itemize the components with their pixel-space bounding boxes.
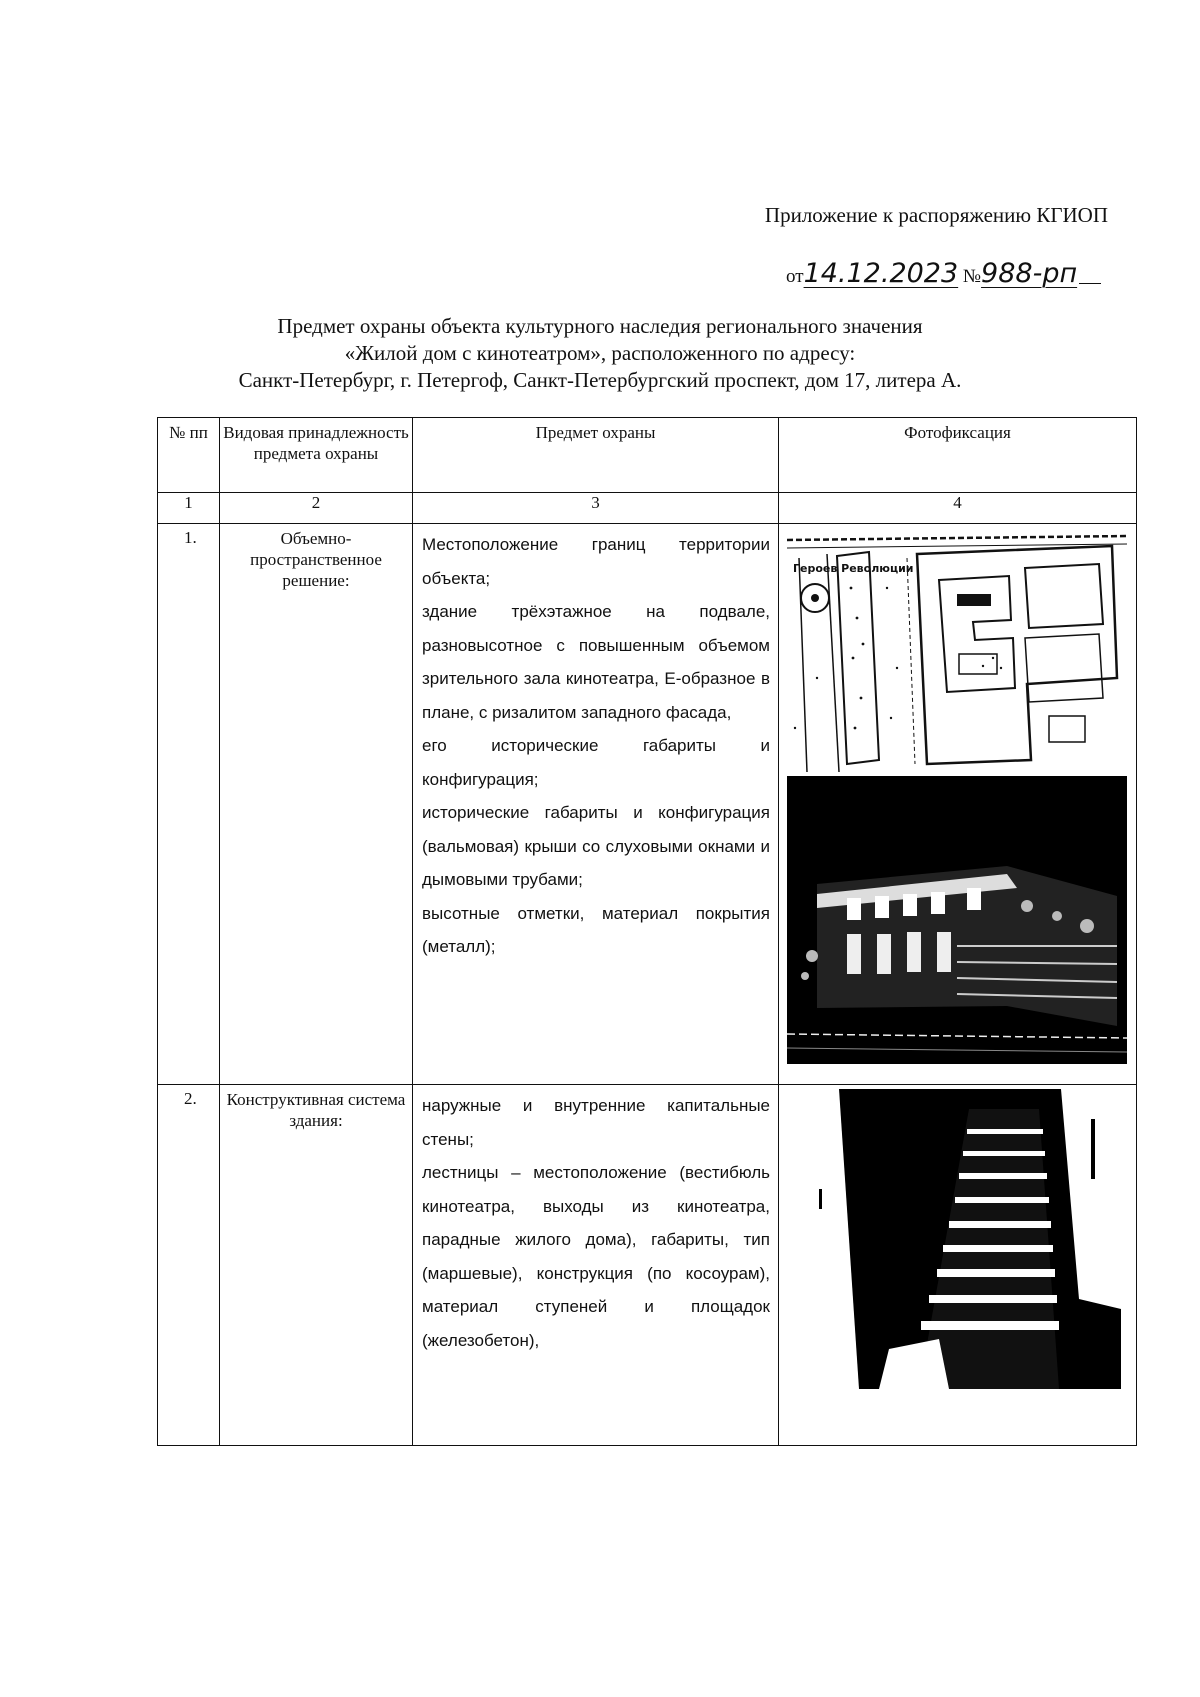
order-date: 14.12.2023 [803, 258, 959, 289]
subject-item: исторические габариты и конфигурация (вальмовая) крыши со слуховыми окнами и дымовыми трубами; [422, 803, 770, 889]
order-number-label: № [962, 266, 982, 287]
header-subject: Предмет охраны [413, 418, 779, 493]
site-plan-map [787, 528, 1127, 772]
header-photo: Фотофиксация [779, 418, 1137, 493]
column-number-row [158, 493, 1137, 524]
building-facade-photo [787, 776, 1127, 1064]
order-line [786, 258, 1101, 289]
row-number: 1. [158, 524, 220, 1085]
subject-item: наружные и внутренние капитальные стены; [422, 1096, 770, 1149]
table-row [158, 1085, 1137, 1446]
appendix-line: Приложение к распоряжению КГИОП [764, 203, 1108, 227]
subject-item: Местоположение границ территории объекта; [422, 535, 770, 588]
subject-item: здание трёхэтажное на подвале, разновысотное с повышенным объемом зрительного зала кинотеатра, Е-образное в плане, с ризалитом западного фасада, [422, 602, 770, 722]
title-line-2: «Жилой дом с кинотеатром», расположенного по адресу: [344, 341, 856, 365]
title-line-3: Санкт-Петербург, г. Петергоф, Санкт-Петербургский проспект, дом 17, литера А. [238, 368, 962, 392]
row-subject [413, 524, 779, 1085]
table-header-row [158, 418, 1137, 493]
protection-table [157, 417, 1137, 1446]
row-number: 2. [158, 1085, 220, 1446]
col-number: 1 [158, 493, 220, 524]
header-no: № пп [158, 418, 220, 493]
row-photos [779, 524, 1137, 1085]
col-number: 2 [220, 493, 413, 524]
row-subject [413, 1085, 779, 1446]
order-prefix: от [786, 266, 804, 287]
subject-item: лестницы – местоположение (вестибюль кинотеатра, выходы из кинотеатра, парадные жилого дома), габариты, тип (маршевые), конструкция (по косоурам), материал ступеней и площадок (железобетон), [422, 1163, 770, 1350]
title-line-1: Предмет охраны объекта культурного наследия регионального значения [277, 314, 923, 338]
table-row [158, 524, 1137, 1085]
order-number: 988-рп [981, 258, 1078, 289]
col-number: 3 [413, 493, 779, 524]
header-kind: Видовая принадлежность предмета охраны [220, 418, 413, 493]
row-photos [779, 1085, 1137, 1446]
col-number: 4 [779, 493, 1137, 524]
row-kind: Конструктивная система здания: [220, 1085, 413, 1446]
document-title [150, 313, 1050, 394]
subject-item: его исторические габариты и конфигурация; [422, 736, 770, 789]
row-kind: Объемно-пространственное решение: [220, 524, 413, 1085]
map-street-label: Героев Революции [793, 562, 914, 575]
subject-item: высотные отметки, материал покрытия (металл); [422, 903, 770, 956]
staircase-photo [799, 1089, 1121, 1389]
